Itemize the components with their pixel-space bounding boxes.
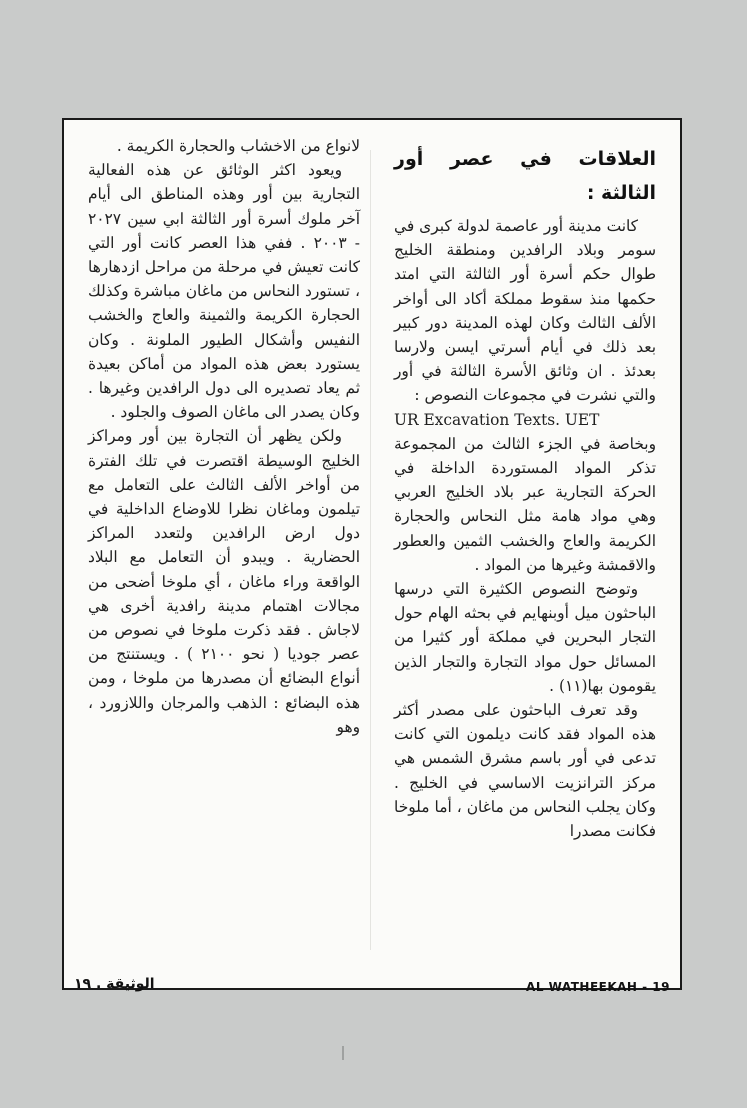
paragraph: كانت مدينة أور عاصمة لدولة كبرى في سومر وبلاد الرافدين ومنطقة الخليج طوال حكم أسرة أور الثالثة التي امتد حكمها منذ سقوط مملكة أكاد الى أواخر الألف الثالث وكان لهذه المدينة دور كبير بعد ذلك في أيام أسرتي ايسن ولارسا بعدئذ . ان وثائق الأسرة الثالثة في أور والتي نشرت في مجموعات النصوص : (394, 217, 656, 405)
magazine-page (62, 118, 682, 990)
scan-artifact (342, 1046, 344, 1060)
page-footer (62, 976, 682, 1004)
column-divider (370, 150, 371, 950)
paragraph: لانواع من الاخشاب والحجارة الكريمة . (116, 137, 360, 155)
footer-english-page-label: AL WATHEEKAH - 19 (526, 980, 670, 994)
paragraph: وقد تعرف الباحثون على مصدر أكثر هذه المواد فقد كانت ديلمون التي كانت تدعى في أور باسم مشرق الشمس هي مركز الترانزيت الاساسي في الخليج . وكان يجلب النحاس من ماغان ، أما ملوخا فكانت مصدرا (394, 701, 656, 841)
paragraph: ولكن يظهر أن التجارة بين أور ومراكز الخليج الوسيطة اقتصرت في تلك الفترة من أواخر الألف الثالث على التعامل مع تيلمون وماغان نظرا للاوضاع الداخلية في دول ارض الرافدين ولتعدد المراكز الحضارية . ويبدو أن التعامل مع البلاد الواقعة وراء ماغان ، أي ملوخا أضحى من مجالات اهتمام مدينة رافدية أخرى هي لاجاش . فقد ذكرت ملوخا في نصوص من عصر جوديا ( نحو ٢١٠٠ ) . ويستنتج من أنواع البضائع أن مصدرها من ملوخا ، ومن هذه البضائع : الذهب والمرجان واللازورد ، وهو (88, 427, 360, 736)
article-left-column (88, 134, 360, 739)
footer-arabic-page-label: الوثيقة . ١٩ (74, 976, 155, 992)
latin-reference: UR Excavation Texts. UET (394, 410, 600, 429)
article-right-column (394, 134, 656, 843)
article-title: العلاقات في عصر أور الثالثة : (394, 148, 656, 204)
paragraph: ويعود اكثر الوثائق عن هذه الفعالية التجارية بين أور وهذه المناطق الى أيام آخر ملوك أسرة أور الثالثة ابي سين ٢٠٢٧ - ٢٠٠٣ . ففي هذا العصر كانت أور التي كانت تعيش في مرحلة من مراحل ازدهارها ، تستورد النحاس من ماغان مباشرة وكذلك الحجارة الكريمة والثمينة والعاج والخشب النفيس وأشكال الطيور الملونة . وكان يستورد بعض هذه المواد من أماكن بعيدة ثم يعاد تصديره الى دول الرافدين وغيرها . وكان يصدر الى ماغان الصوف والجلود . (88, 161, 360, 422)
paragraph: وبخاصة في الجزء الثالث من المجموعة تذكر المواد المستوردة الداخلة في الحركة التجارية عبر بلاد الخليج العربي وهي مواد هامة مثل النحاس والحجارة الكريمة والعاج والخشب الثمين والعطور والاقمشة وغيرها من المواد . (394, 434, 656, 574)
paragraph: وتوضح النصوص الكثيرة التي درسها الباحثون ميل أوبنهايم في بحثه الهام حول التجار البحرين في مملكة أور كثيرا من المسائل حول مواد التجارة والتجار الذين يقومون بها(١١) . (394, 580, 656, 695)
